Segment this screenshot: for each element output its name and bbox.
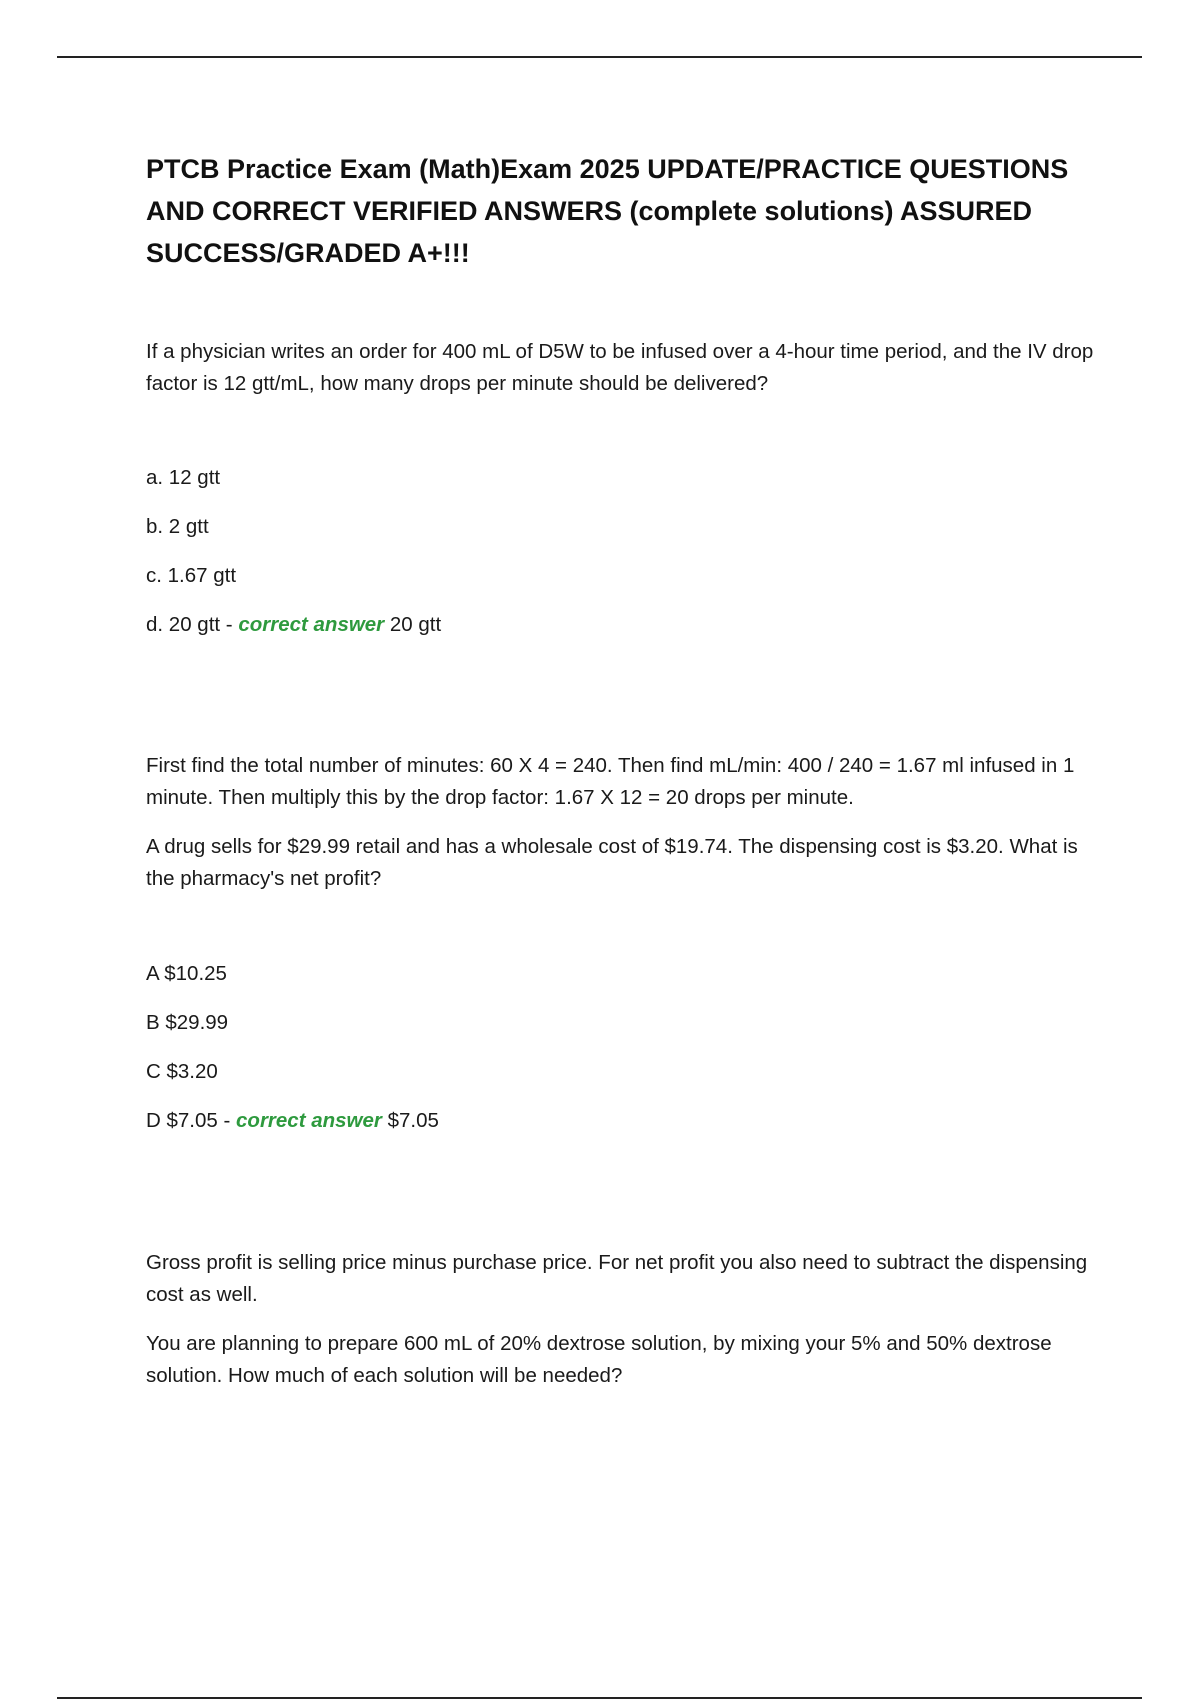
question-2 <box>146 831 1096 895</box>
option-c: c. 1.67 gtt <box>146 564 237 587</box>
question-1-options <box>146 462 441 658</box>
explanation-2 <box>146 1247 1096 1311</box>
correct-answer-value: 20 gtt <box>384 613 442 636</box>
explanation-1 <box>146 750 1096 814</box>
explanation-text: Gross profit is selling price minus purchase price. For net profit you also need to subtract the dispensing cost as well. <box>146 1251 1088 1306</box>
bottom-rule <box>57 1697 1142 1699</box>
question-text: A drug sells for $29.99 retail and has a wholesale cost of $19.74. The dispensing cost is $3.20. What is the pharmacy's net profit? <box>146 835 1078 890</box>
question-text: You are planning to prepare 600 mL of 20% dextrose solution, by mixing your 5% and 50% dextrose solution. How much of each solution will be needed? <box>146 1332 1052 1387</box>
option-d <box>146 1105 439 1137</box>
option-d-text: d. 20 gtt <box>146 613 221 636</box>
option-d <box>146 609 441 641</box>
answer-separator: - <box>217 1109 237 1132</box>
question-2-options <box>146 958 439 1154</box>
document-body <box>146 148 1096 1387</box>
document-title: PTCB Practice Exam (Math)Exam 2025 UPDATE/PRACTICE QUESTIONS AND CORRECT VERIFIED ANSWERS (complete solutions) ASSURED SUCCESS/GRADED A+!!! <box>146 154 1069 268</box>
option-b: b. 2 gtt <box>146 515 209 538</box>
answer-separator: - <box>220 613 239 636</box>
option-b: B $29.99 <box>146 1011 229 1034</box>
top-rule <box>57 56 1142 58</box>
option-a: a. 12 gtt <box>146 466 221 489</box>
question-text: If a physician writes an order for 400 mL of D5W to be infused over a 4-hour time period, and the IV drop factor is 12 gtt/mL, how many drops per minute should be delivered? <box>146 340 1094 395</box>
option-a: A $10.25 <box>146 962 227 985</box>
correct-answer-value: $7.05 <box>381 1109 439 1132</box>
correct-answer-label: correct answer <box>238 613 385 636</box>
option-c: C $3.20 <box>146 1060 218 1083</box>
option-d-text: D $7.05 <box>146 1109 218 1132</box>
question-1 <box>146 336 1096 400</box>
question-3 <box>146 1328 1096 1392</box>
correct-answer-label: correct answer <box>236 1109 382 1132</box>
explanation-text: First find the total number of minutes: 60 X 4 = 240. Then find mL/min: 400 / 240 = 1.67 ml infused in 1 minute. Then multiply this by the drop factor: 1.67 X 12 = 20 drops per minute. <box>146 754 1075 809</box>
